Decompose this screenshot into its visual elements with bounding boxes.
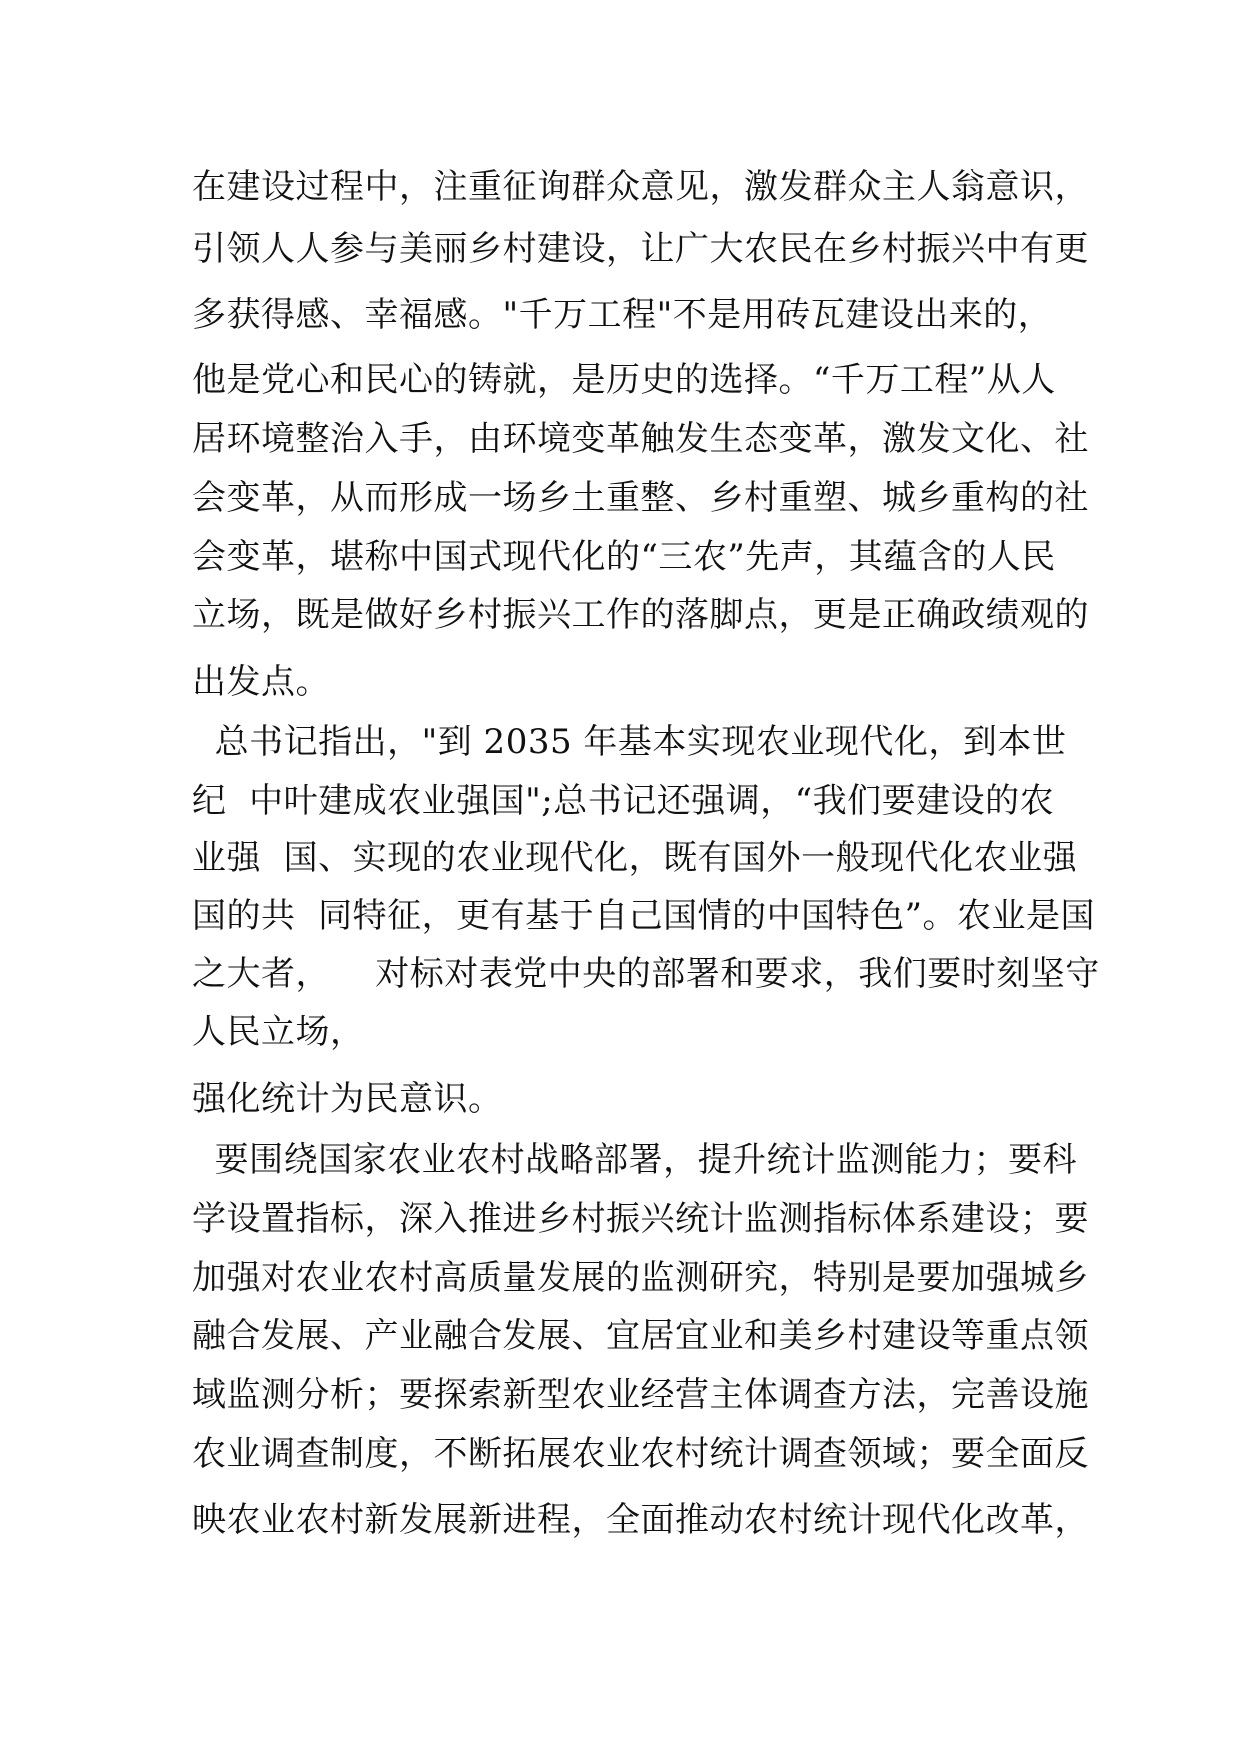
text-line: 多获得感、幸福感。"千万工程"不是用砖瓦建设出来的，	[192, 295, 1053, 335]
text-line: 他是党心和民心的铸就，是历史的选择。“千万工程”从人	[192, 360, 1056, 400]
text-line: 会变革，从而形成一场乡土重整、乡村重塑、城乡重构的社	[192, 478, 1089, 518]
text-line: 总书记指出，"到 2035 年基本实现农业现代化，到本世	[192, 722, 1067, 762]
text-line: 学设置指标，深入推进乡村振兴统计监测指标体系建设；要	[192, 1199, 1089, 1239]
text-line: 立场，既是做好乡村振兴工作的落脚点，更是正确政绩观的	[192, 595, 1089, 635]
text-line: 映农业农村新发展新进程，全面推动农村统计现代化改革，	[192, 1500, 1089, 1540]
text-line: 国的共 同特征，更有基于自己国情的中国特色”。农业是国	[192, 896, 1095, 936]
text-line: 引领人人参与美丽乡村建设，让广大农民在乡村振兴中有更	[192, 229, 1089, 269]
text-line: 纪 中叶建成农业强国";总书记还强调，“我们要建设的农	[192, 781, 1055, 821]
text-line: 出发点。	[192, 662, 330, 702]
text-line: 在建设过程中，注重征询群众意见，激发群众主人翁意识，	[192, 167, 1089, 207]
text-line: 强化统计为民意识。	[192, 1079, 503, 1119]
text-line: 之大者， 对标对表党中央的部署和要求，我们要时刻坚守	[192, 954, 1100, 994]
text-line: 业强 国、实现的农业现代化，既有国外一般现代化农业强	[192, 838, 1078, 878]
text-line: 加强对农业农村高质量发展的监测研究，特别是要加强城乡	[192, 1258, 1089, 1298]
text-line: 域监测分析；要探索新型农业经营主体调查方法，完善设施	[192, 1375, 1089, 1415]
text-line: 会变革，堪称中国式现代化的“三农”先声，其蕴含的人民	[192, 537, 1056, 577]
text-line: 要围绕国家农业农村战略部署，提升统计监测能力；要科	[192, 1140, 1078, 1180]
text-line: 人民立场，	[192, 1012, 365, 1052]
text-line: 居环境整治入手，由环境变革触发生态变革，激发文化、社	[192, 419, 1089, 459]
text-line: 农业调查制度，不断拓展农业农村统计调查领域；要全面反	[192, 1434, 1089, 1474]
text-line: 融合发展、产业融合发展、宜居宜业和美乡村建设等重点领	[192, 1316, 1089, 1356]
